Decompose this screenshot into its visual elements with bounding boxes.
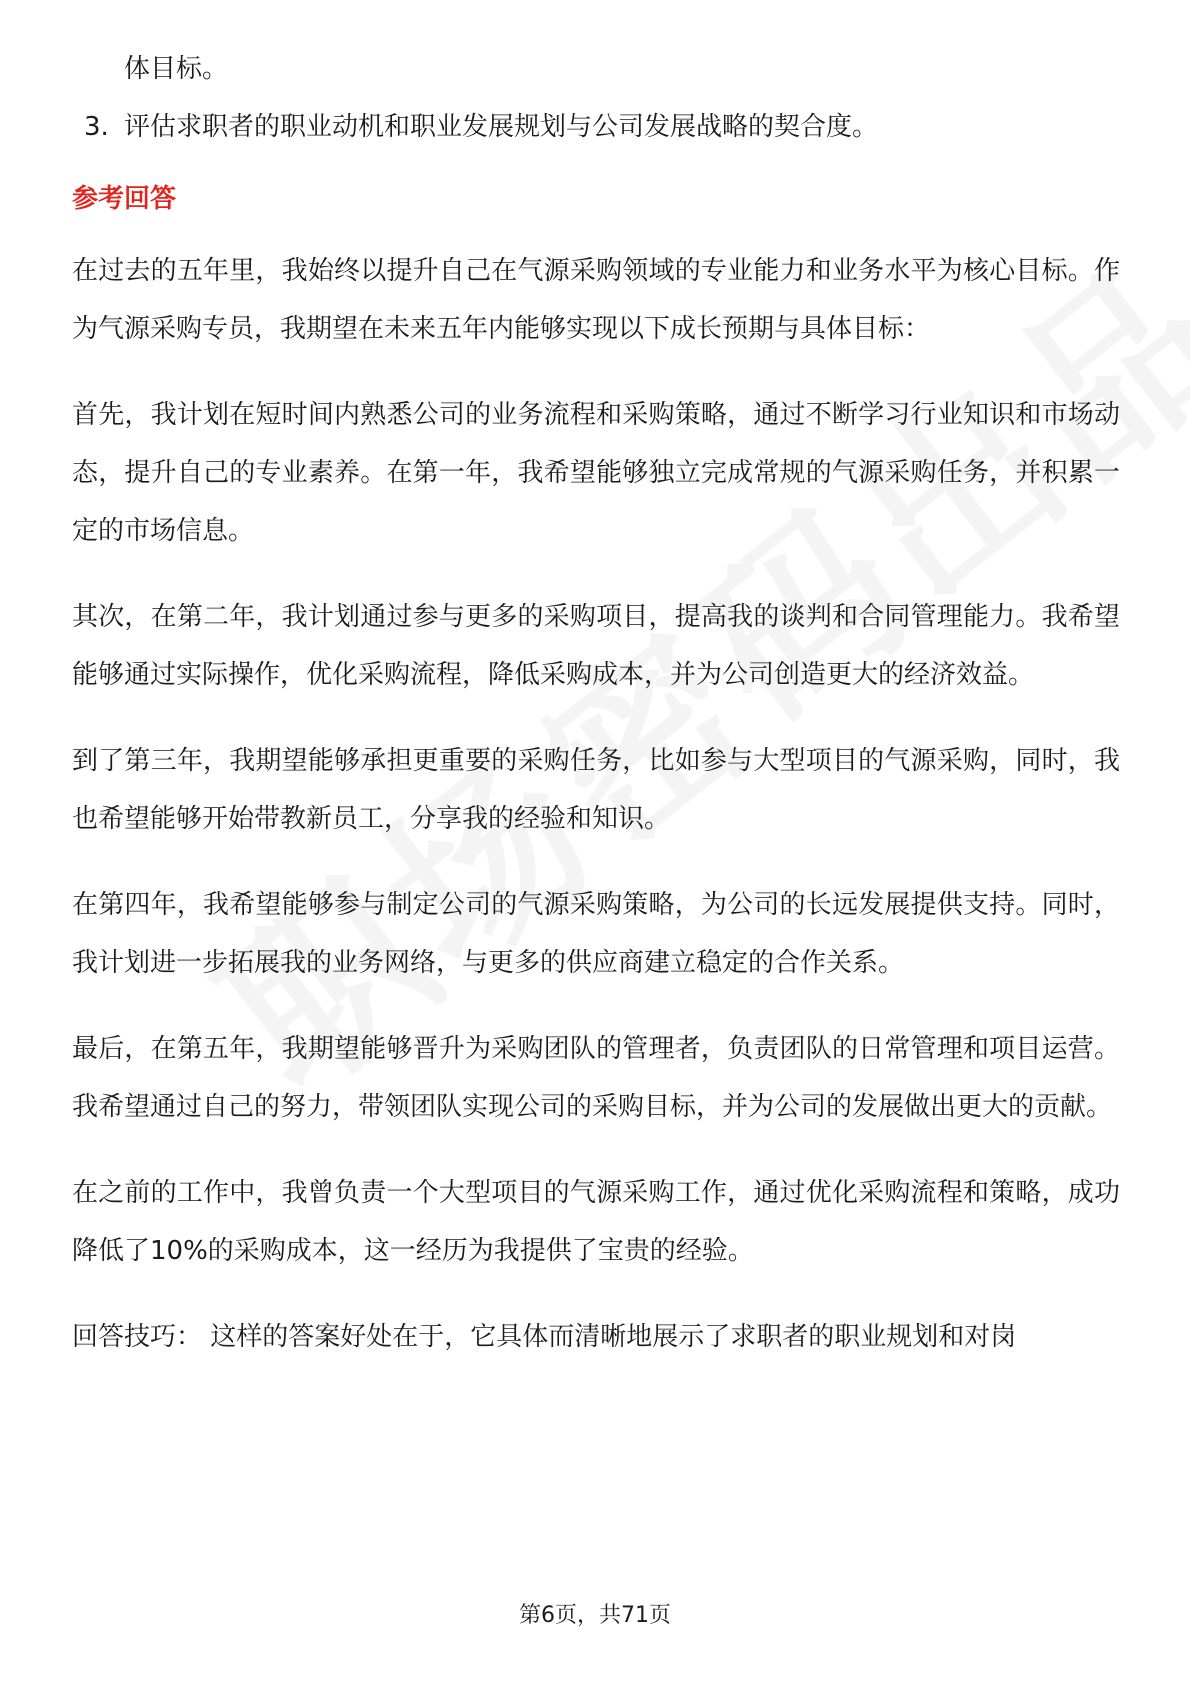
paragraph: 到了第三年，我期望能够承担更重要的采购任务，比如参与大型项目的气源采购，同时，我也希望能够开始带教新员工，分享我的经验和知识。 bbox=[72, 746, 1120, 834]
paragraph: 在之前的工作中，我曾负责一个大型项目的气源采购工作，通过优化采购流程和策略，成功降低了10%的采购成本，这一经历为我提供了宝贵的经验。 bbox=[72, 1178, 1120, 1266]
paragraph: 在第四年，我希望能够参与制定公司的气源采购策略，为公司的长远发展提供支持。同时，我计划进一步拓展我的业务网络，与更多的供应商建立稳定的合作关系。 bbox=[72, 890, 1120, 978]
document-body bbox=[72, 40, 1120, 1394]
section-heading: 参考回答 bbox=[72, 184, 177, 214]
paragraph: 其次，在第二年，我计划通过参与更多的采购项目，提高我的谈判和合同管理能力。我希望能够通过实际操作，优化采购流程，降低采购成本，并为公司创造更大的经济效益。 bbox=[72, 602, 1120, 690]
paragraph: 最后，在第五年，我期望能够晋升为采购团队的管理者，负责团队的日常管理和项目运营。我希望通过自己的努力，带领团队实现公司的采购目标，并为公司的发展做出更大的贡献。 bbox=[72, 1034, 1120, 1122]
paragraph: 在过去的五年里，我始终以提升自己在气源采购领域的专业能力和业务水平为核心目标。作为气源采购专员，我期望在未来五年内能够实现以下成长预期与具体目标： bbox=[72, 256, 1120, 344]
list-number: 3. bbox=[84, 112, 109, 142]
list-continuation: 体目标。 bbox=[124, 54, 229, 84]
page-footer: 第6页，共71页 bbox=[519, 1603, 671, 1628]
paragraph: 回答技巧： 这样的答案好处在于，它具体而清晰地展示了求职者的职业规划和对岗 bbox=[72, 1322, 1017, 1352]
list-item bbox=[72, 98, 1120, 156]
paragraph: 首先，我计划在短时间内熟悉公司的业务流程和采购策略，通过不断学习行业知识和市场动态，提升自己的专业素养。在第一年，我希望能够独立完成常规的气源采购任务，并积累一定的市场信息。 bbox=[72, 400, 1120, 546]
list-text: 评估求职者的职业动机和职业发展规划与公司发展战略的契合度。 bbox=[124, 112, 879, 142]
